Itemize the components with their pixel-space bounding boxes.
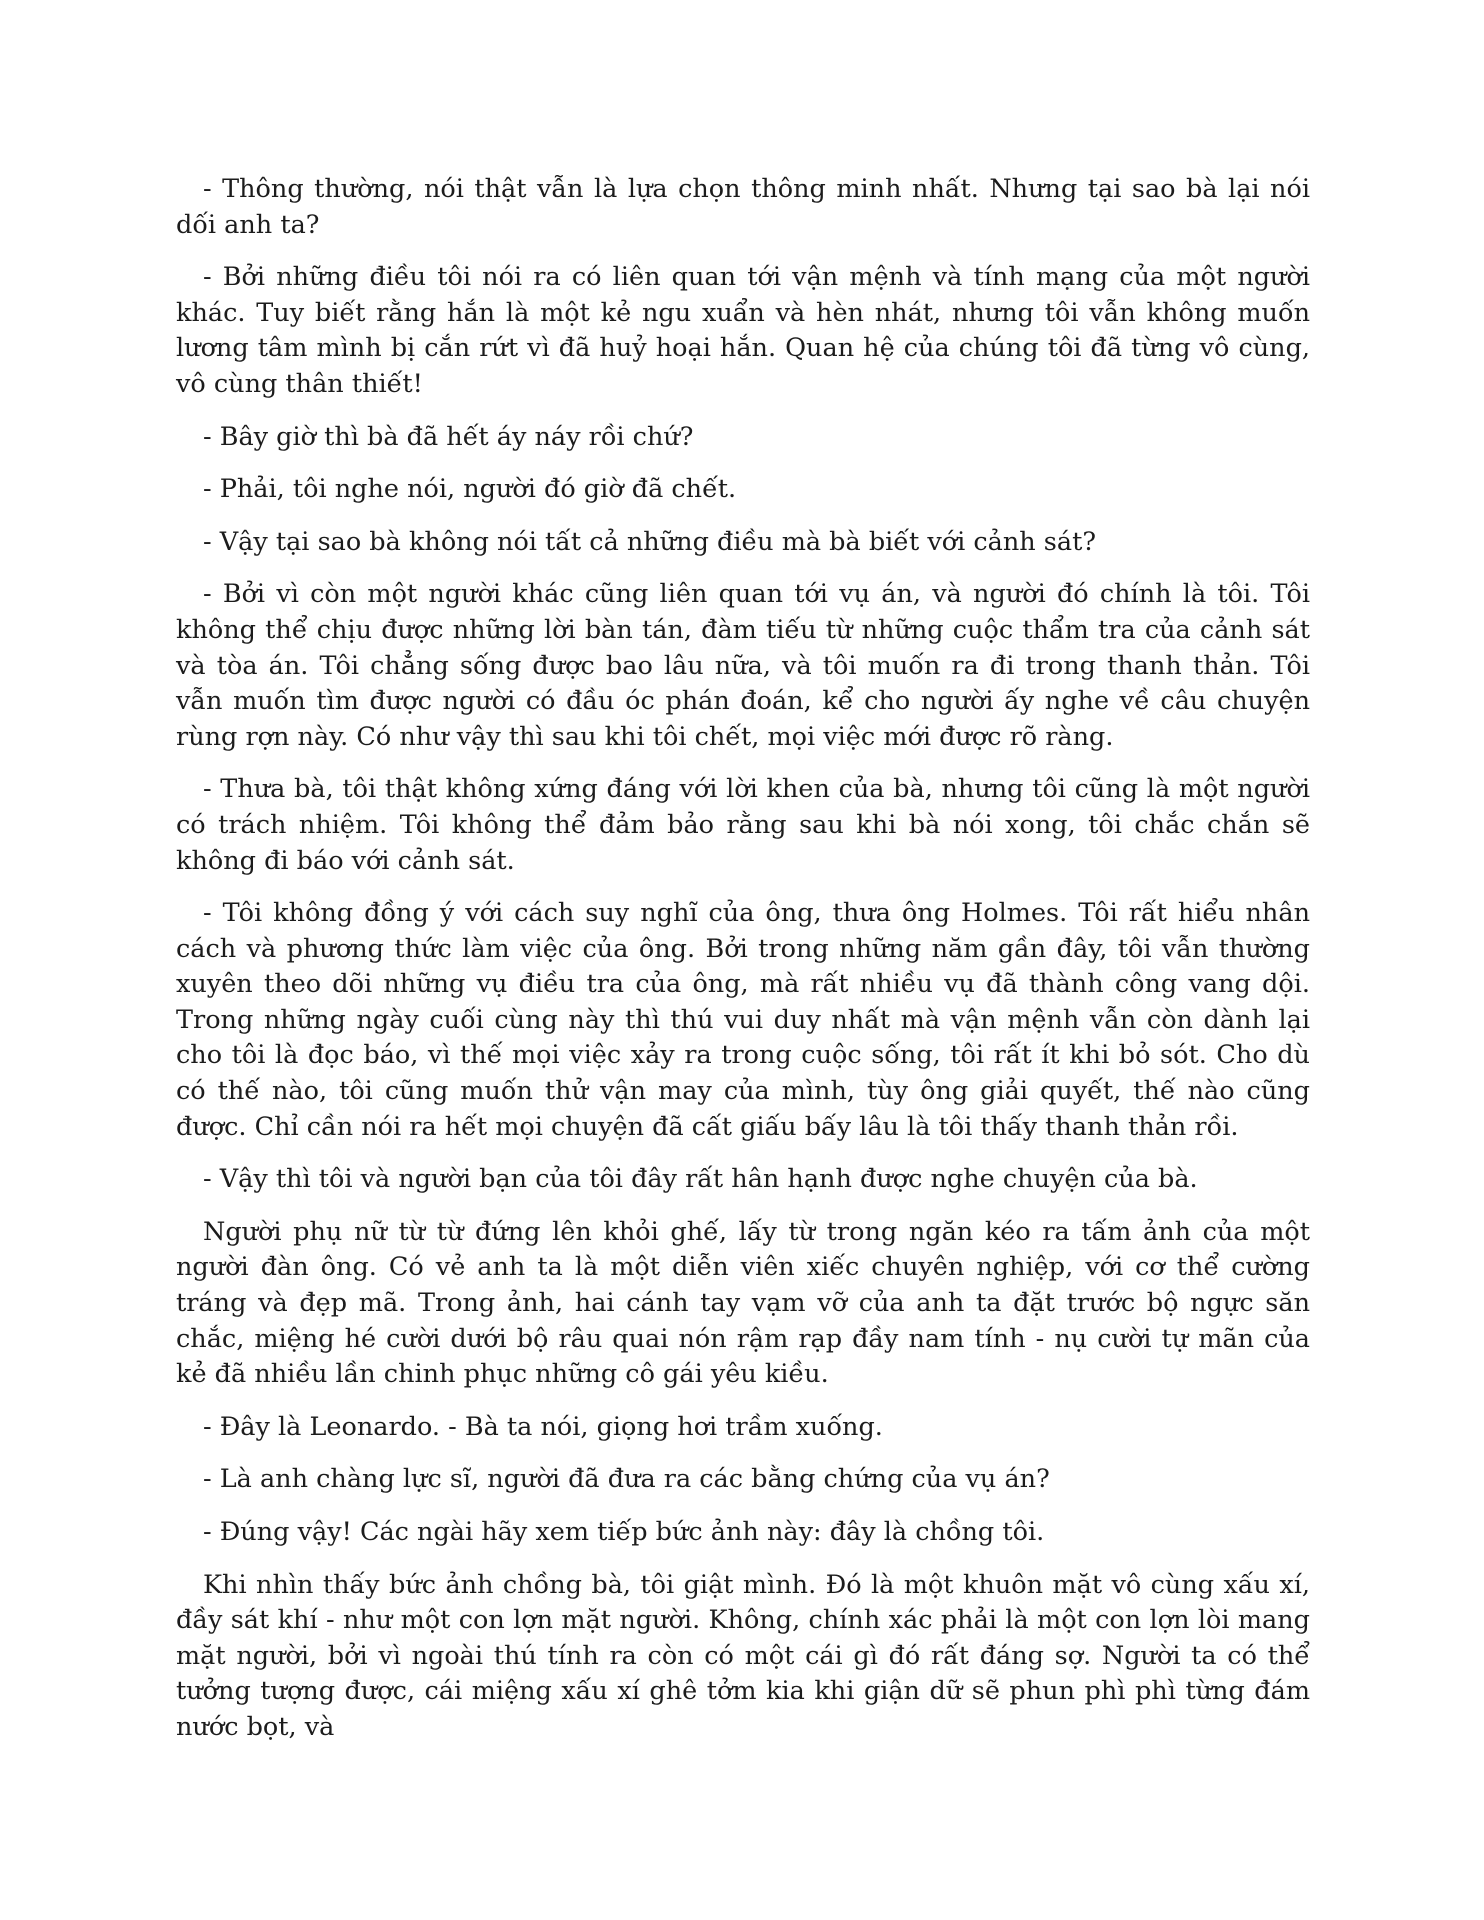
paragraph-5: - Vậy tại sao bà không nói tất cả những điều mà bà biết với cảnh sát? (203, 526, 1096, 557)
paragraph-3: - Bây giờ thì bà đã hết áy náy rồi chứ? (203, 421, 694, 452)
paragraph-8: - Tôi không đồng ý với cách suy nghĩ của ông, thưa ông Holmes. Tôi rất hiểu nhân cách và phương thức làm việc của ông. Bởi trong những năm gần đây, tôi vẫn thường xuyên theo dõi những vụ điều tra của ông, mà rất nhiều vụ đã thành công vang dội. Trong những ngày cuối cùng này thì thú vui duy nhất mà vận mệnh vẫn còn dành lại cho tôi là đọc báo, vì thế mọi việc xảy ra trong cuộc sống, tôi rất ít khi bỏ sót. Cho dù có thế nào, tôi cũng muốn thử vận may của mình, tùy ông giải quyết, thế nào cũng được. Chỉ cần nói ra hết mọi chuyện đã cất giấu bấy lâu là tôi thấy thanh thản rồi. (176, 898, 1310, 1142)
paragraph-2: - Bởi những điều tôi nói ra có liên quan tới vận mệnh và tính mạng của một người khác. Tuy biết rằng hắn là một kẻ ngu xuẩn và hèn nhát, nhưng tôi vẫn không muốn lương tâm mình bị cắn rứt vì đã huỷ hoại hắn. Quan hệ của chúng tôi đã từng vô cùng, vô cùng thân thiết! (176, 262, 1310, 399)
paragraph-9: - Vậy thì tôi và người bạn của tôi đây rất hân hạnh được nghe chuyện của bà. (203, 1164, 1198, 1195)
paragraph-13: - Đúng vậy! Các ngài hãy xem tiếp bức ảnh này: đây là chồng tôi. (203, 1517, 1045, 1547)
paragraph-11: - Đây là Leonardo. - Bà ta nói, giọng hơi trầm xuống. (203, 1411, 883, 1442)
paragraph-4: - Phải, tôi nghe nói, người đó giờ đã chết. (203, 474, 737, 505)
paragraph-10: Người phụ nữ từ từ đứng lên khỏi ghế, lấy từ trong ngăn kéo ra tấm ảnh của một người đàn ông. Có vẻ anh ta là một diễn viên xiếc chuyên nghiệp, với cơ thể cường tráng và đẹp mã. Trong ảnh, hai cánh tay vạm vỡ của anh ta đặt trước bộ ngực săn chắc, miệng hé cười dưới bộ râu quai nón rậm rạp đầy nam tính - nụ cười tự mãn của kẻ đã nhiều lần chinh phục những cô gái yêu kiều. (176, 1216, 1310, 1390)
document-page (176, 172, 1310, 1763)
paragraph-1: - Thông thường, nói thật vẫn là lựa chọn thông minh nhất. Nhưng tại sao bà lại nói dối anh ta? (176, 174, 1310, 240)
paragraph-14: Khi nhìn thấy bức ảnh chồng bà, tôi giật mình. Đó là một khuôn mặt vô cùng xấu xí, đầy sát khí - như một con lợn mặt người. Không, chính xác phải là một con lợn lòi mang mặt người, bởi vì ngoài thú tính ra còn có một cái gì đó rất đáng sợ. Người ta có thể tưởng tượng được, cái miệng xấu xí ghê tởm kia khi giận dữ sẽ phun phì phì từng đám nước bọt, và (176, 1569, 1310, 1742)
paragraph-6: - Bởi vì còn một người khác cũng liên quan tới vụ án, và người đó chính là tôi. Tôi không thể chịu được những lời bàn tán, đàm tiếu từ những cuộc thẩm tra của cảnh sát và tòa án. Tôi chẳng sống được bao lâu nữa, và tôi muốn ra đi trong thanh thản. Tôi vẫn muốn tìm được người có đầu óc phán đoán, kể cho người ấy nghe về câu chuyện rùng rợn này. Có như vậy thì sau khi tôi chết, mọi việc mới được rõ ràng. (176, 579, 1310, 752)
paragraph-7: - Thưa bà, tôi thật không xứng đáng với lời khen của bà, nhưng tôi cũng là một người có trách nhiệm. Tôi không thể đảm bảo rằng sau khi bà nói xong, tôi chắc chắn sẽ không đi báo với cảnh sát. (176, 774, 1310, 876)
paragraph-12: - Là anh chàng lực sĩ, người đã đưa ra các bằng chứng của vụ án? (203, 1464, 1050, 1495)
